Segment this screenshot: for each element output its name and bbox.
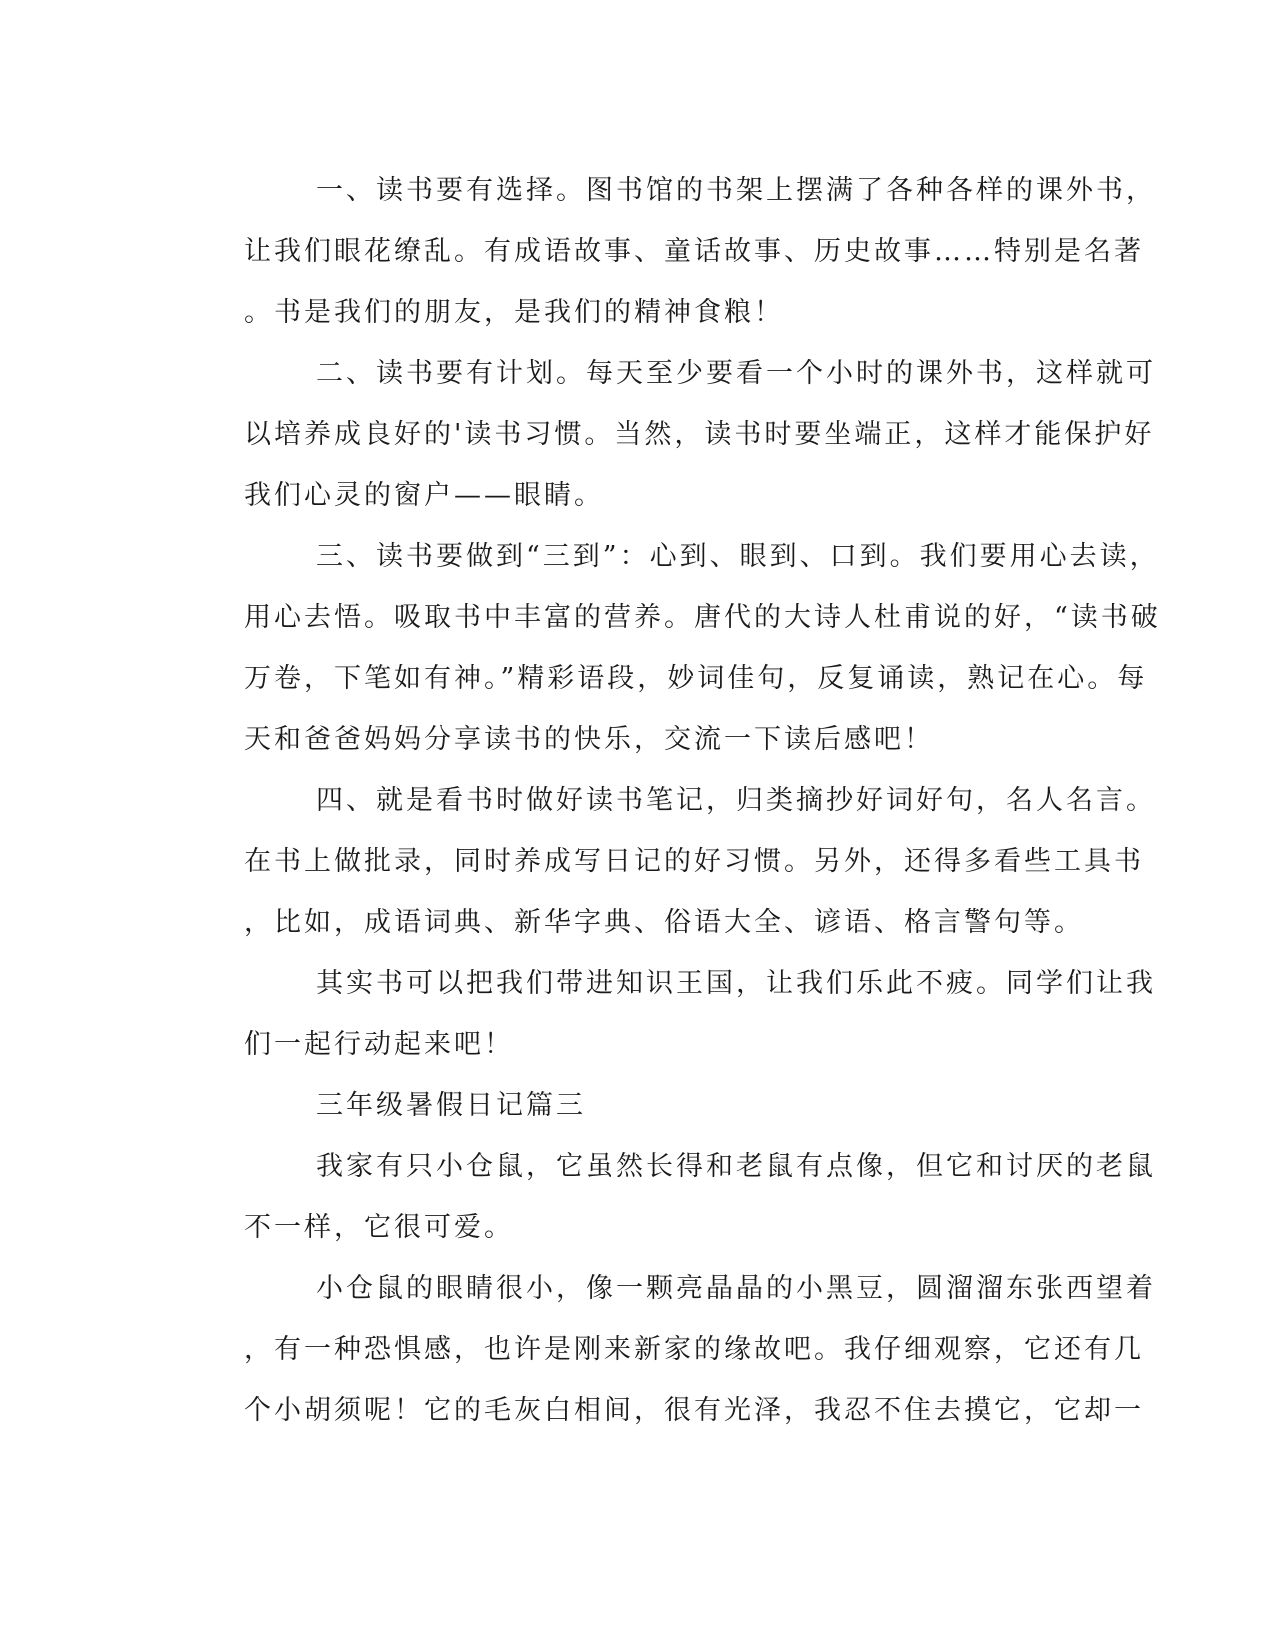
text-line: 二、读书要有计划。每天至少要看一个小时的课外书，这样就可	[316, 358, 1156, 389]
text-line: 一、读书要有选择。图书馆的书架上摆满了各种各样的课外书，	[316, 175, 1156, 206]
text-line: 不一样，它很可爱。	[244, 1212, 514, 1243]
text-line: 四、就是看书时做好读书笔记，归类摘抄好词好句，名人名言。	[316, 785, 1156, 816]
text-line: 万卷，下笔如有神。”精彩语段，妙词佳句，反复诵读，熟记在心。每	[244, 663, 1148, 694]
text-line: 三、读书要做到“三到”：心到、眼到、口到。我们要用心去读，	[316, 541, 1160, 572]
text-line: 个小胡须呢！它的毛灰白相间，很有光泽，我忍不住去摸它，它却一	[244, 1395, 1144, 1426]
paragraph-4	[190, 770, 1156, 953]
paragraph-6	[190, 1136, 1156, 1258]
text-line: 以培养成良好的'读书习惯。当然，读书时要坐端正，这样才能保护好	[244, 419, 1155, 450]
text-line: 。书是我们的朋友，是我们的精神食粮！	[244, 297, 784, 328]
text-line: ，比如，成语词典、新华字典、俗语大全、谚语、格言警句等。	[244, 907, 1084, 938]
text-line: 们一起行动起来吧！	[244, 1029, 514, 1060]
document-body	[190, 160, 1161, 1441]
text-line: 小仓鼠的眼睛很小，像一颗亮晶晶的小黑豆，圆溜溜东张西望着	[316, 1273, 1156, 1304]
text-line: 让我们眼花缭乱。有成语故事、童话故事、历史故事……特别是名著	[244, 236, 1144, 267]
section-heading	[190, 1075, 1080, 1136]
text-line: 在书上做批录，同时养成写日记的好习惯。另外，还得多看些工具书	[244, 846, 1144, 877]
text-line: 我家有只小仓鼠，它虽然长得和老鼠有点像，但它和讨厌的老鼠	[316, 1151, 1156, 1182]
text-line: 天和爸爸妈妈分享读书的快乐，交流一下读后感吧！	[244, 724, 934, 755]
text-line: 用心去悟。吸取书中丰富的营养。唐代的大诗人杜甫说的好，“读书破	[244, 602, 1161, 633]
text-line: 其实书可以把我们带进知识王国，让我们乐此不疲。同学们让我	[316, 968, 1156, 999]
text-line: ，有一种恐惧感，也许是刚来新家的缘故吧。我仔细观察，它还有几	[244, 1334, 1144, 1365]
paragraph-5	[190, 953, 1156, 1075]
paragraph-7	[190, 1258, 1156, 1441]
paragraph-2	[190, 343, 1156, 526]
paragraph-1	[190, 160, 1156, 343]
heading-text: 三年级暑假日记篇三	[316, 1090, 586, 1121]
text-line: 我们心灵的窗户——眼睛。	[244, 480, 604, 511]
paragraph-3	[190, 526, 1161, 770]
